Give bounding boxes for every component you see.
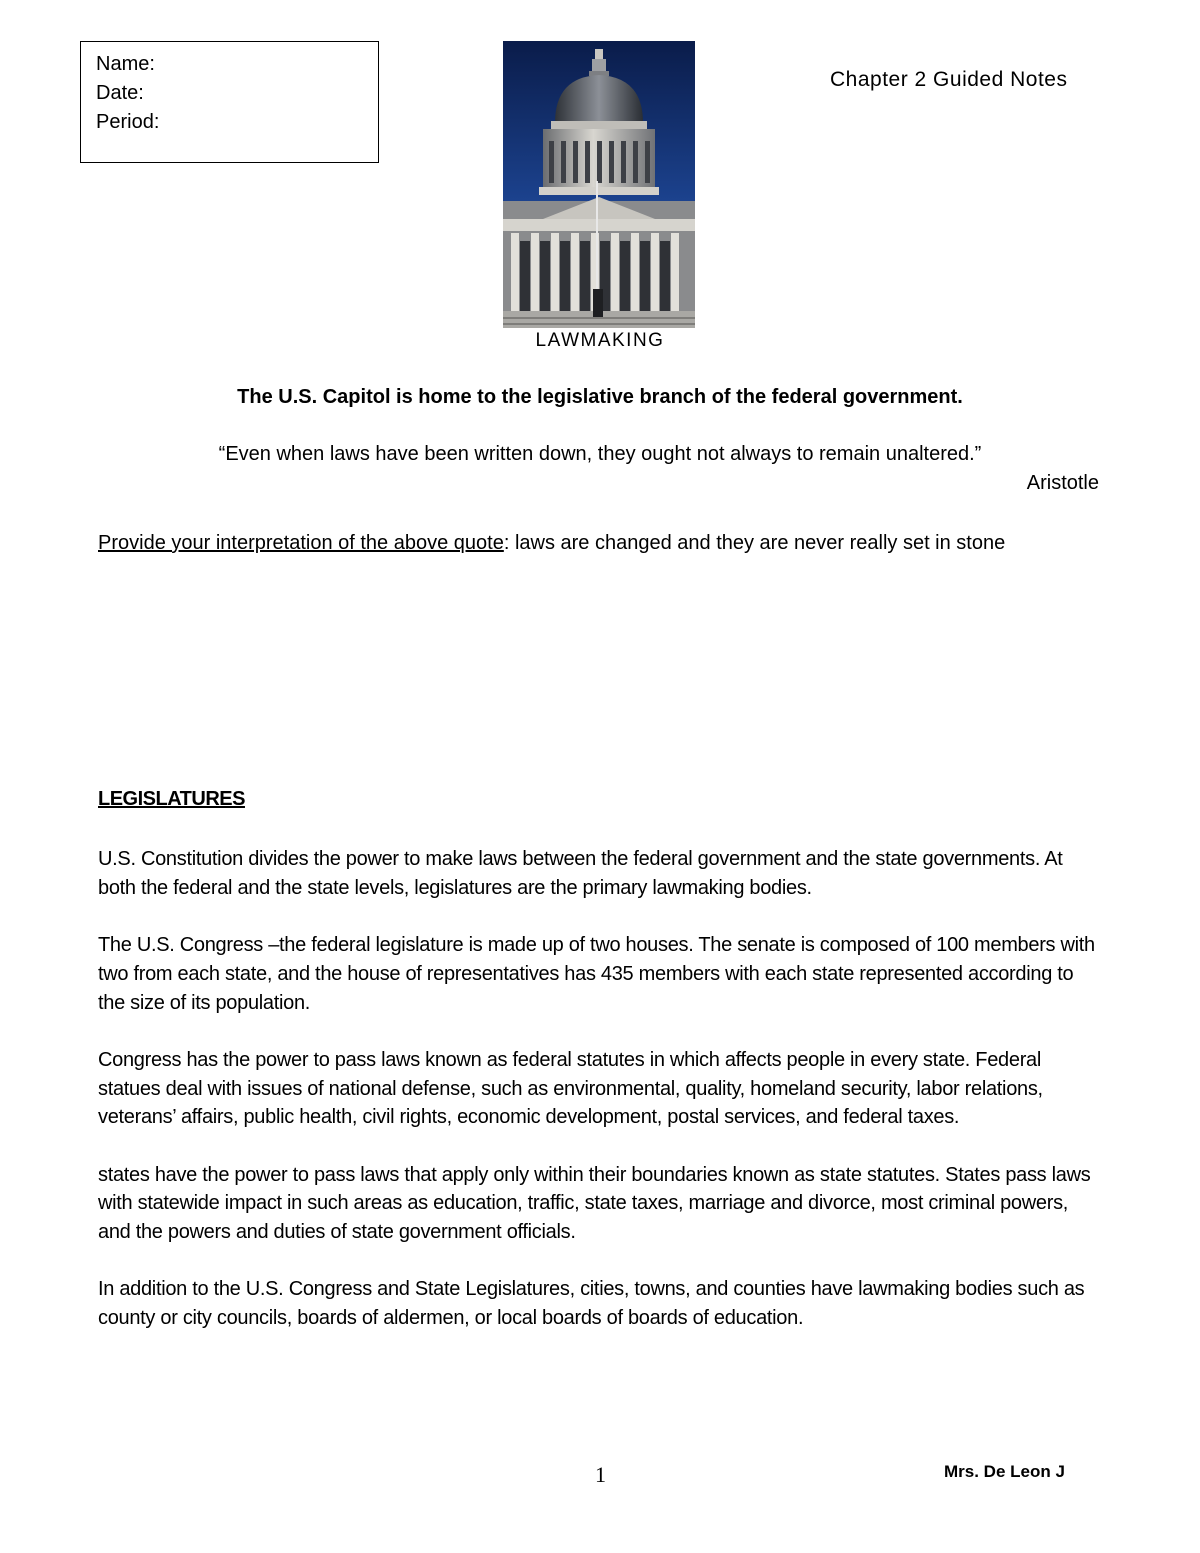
paragraph: U.S. Constitution divides the power to make laws between the federal government and the state governments. At both the federal and the state levels, legislatures are the primary lawmaking bodies. <box>98 848 1063 899</box>
prompt-answer: : laws are changed and they are never really set in stone <box>503 532 1006 554</box>
paragraph: Congress has the power to pass laws known as federal statutes in which affects people in every state. Federal statues deal with issues of national defense, such as environmental, quality, homeland security, labor relations, veterans’ affairs, public health, civil rights, economic development, postal services, and federal taxes. <box>98 1048 1043 1129</box>
chapter-title: Chapter 2 Guided Notes <box>830 68 1068 91</box>
legislatures-heading: LEGISLATURES <box>98 788 245 810</box>
paragraph: In addition to the U.S. Congress and State Legislatures, cities, towns, and counties have lawmaking bodies such as county or city councils, boards of aldermen, or local boards of boards of education. <box>98 1278 1085 1330</box>
intro-subtitle: The U.S. Capitol is home to the legislative branch of the federal government. <box>237 386 963 408</box>
name-label: Name: <box>96 53 155 75</box>
period-label: Period: <box>96 111 160 133</box>
page-number: 1 <box>595 1462 606 1487</box>
capitol-building-image <box>503 41 695 328</box>
date-label: Date: <box>96 82 144 104</box>
quote-author: Aristotle <box>1026 472 1099 494</box>
paragraph: The U.S. Congress –the federal legislature is made up of two houses. The senate is composed of 100 members with two from each state, and the house of representatives has 435 members with each state represented according to the size of its population. <box>98 934 1095 1014</box>
student-info-box <box>80 41 379 163</box>
legislatures-body <box>98 845 1098 1362</box>
footer-author: Mrs. De Leon J <box>944 1462 1065 1481</box>
interpretation-prompt <box>98 529 1098 558</box>
paragraph: states have the power to pass laws that apply only within their boundaries known as state statutes. States pass laws with statewide impact in such areas as education, traffic, state taxes, marriage and divorce, most criminal powers, and the powers and duties of state government officials. <box>98 1163 1091 1244</box>
image-caption: LAWMAKING <box>535 330 665 351</box>
aristotle-quote: “Even when laws have been written down, they ought not always to remain unaltered.” <box>218 443 982 465</box>
prompt-label: Provide your interpretation of the above quote <box>98 532 504 554</box>
